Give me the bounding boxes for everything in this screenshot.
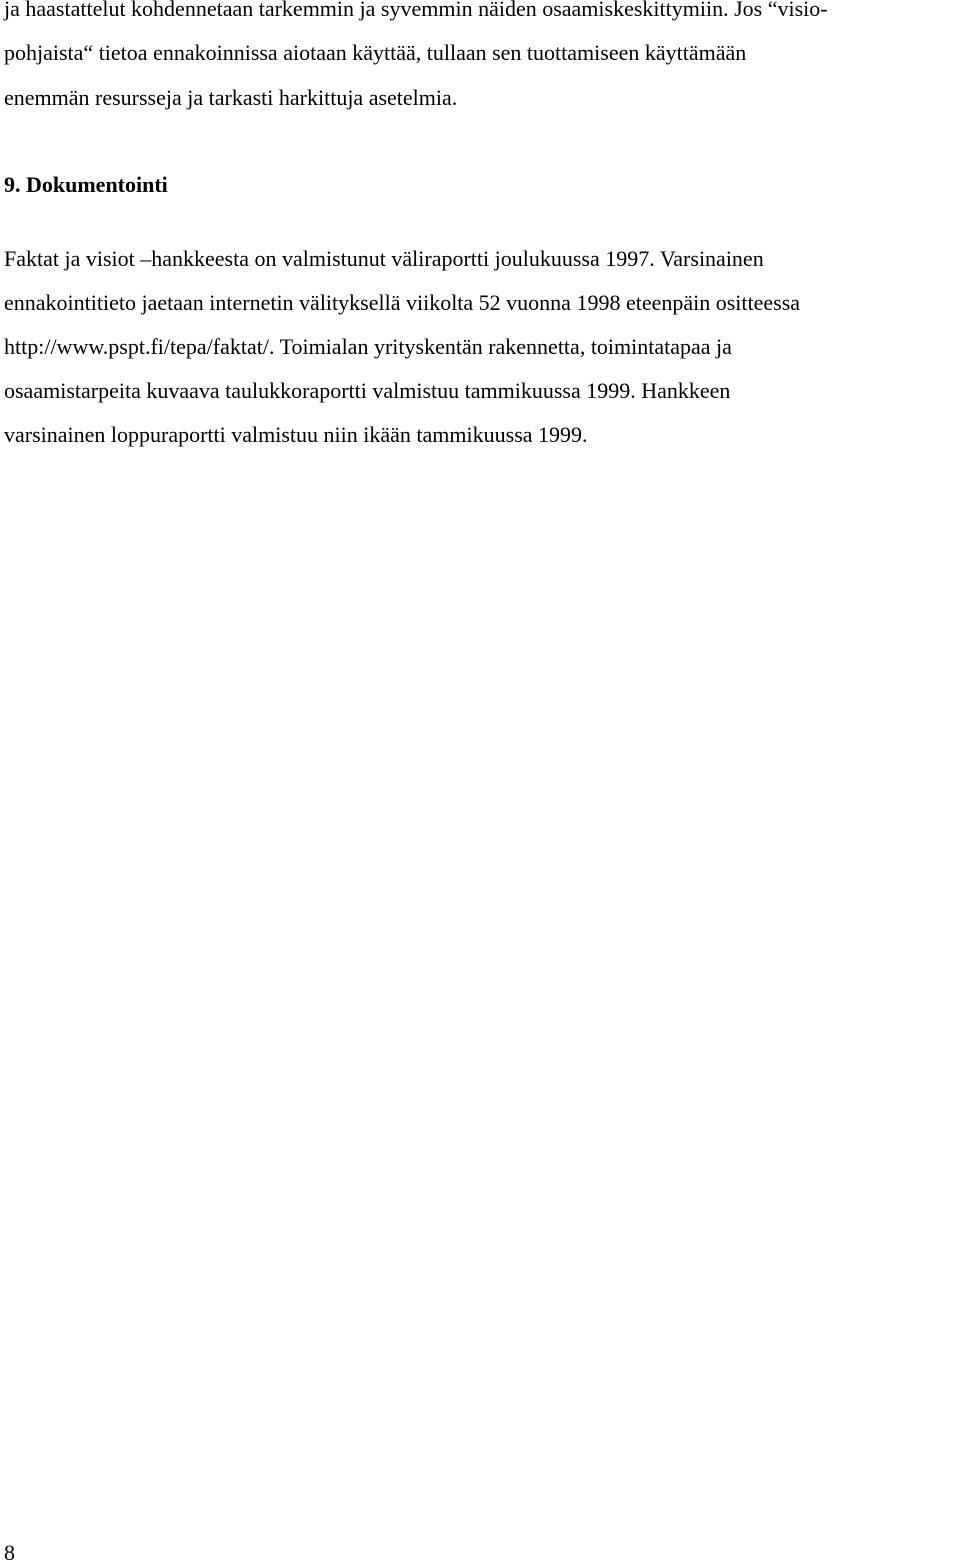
paragraph-line: http://www.pspt.fi/tepa/faktat/. Toimialan yrityskentän rakennetta, toimintatapaa ja <box>4 334 732 359</box>
intro-line: ja haastattelut kohdennetaan tarkemmin ja syvemmin näiden osaamiskeskittymiin. Jos “visio- <box>4 0 828 21</box>
paragraph-line: Faktat ja visiot –hankkeesta on valmistunut väliraportti joulukuussa 1997. Varsinainen <box>4 246 764 271</box>
paragraph-line: osaamistarpeita kuvaava taulukkoraportti valmistuu tammikuussa 1999. Hankkeen <box>4 378 731 403</box>
paragraph-line: ennakointitieto jaetaan internetin välityksellä viikolta 52 vuonna 1998 eteenpäin ositteessa <box>4 290 801 315</box>
paragraph-line: varsinainen loppuraportti valmistuu niin ikään tammikuussa 1999. <box>4 422 588 447</box>
page-number: 8 <box>4 1540 15 1565</box>
section-heading: 9. Dokumentointi <box>4 172 168 197</box>
intro-line: enemmän resursseja ja tarkasti harkittuja asetelmia. <box>4 85 458 110</box>
intro-line: pohjaista“ tietoa ennakoinnissa aiotaan käyttää, tullaan sen tuottamiseen käyttämään <box>4 40 747 65</box>
